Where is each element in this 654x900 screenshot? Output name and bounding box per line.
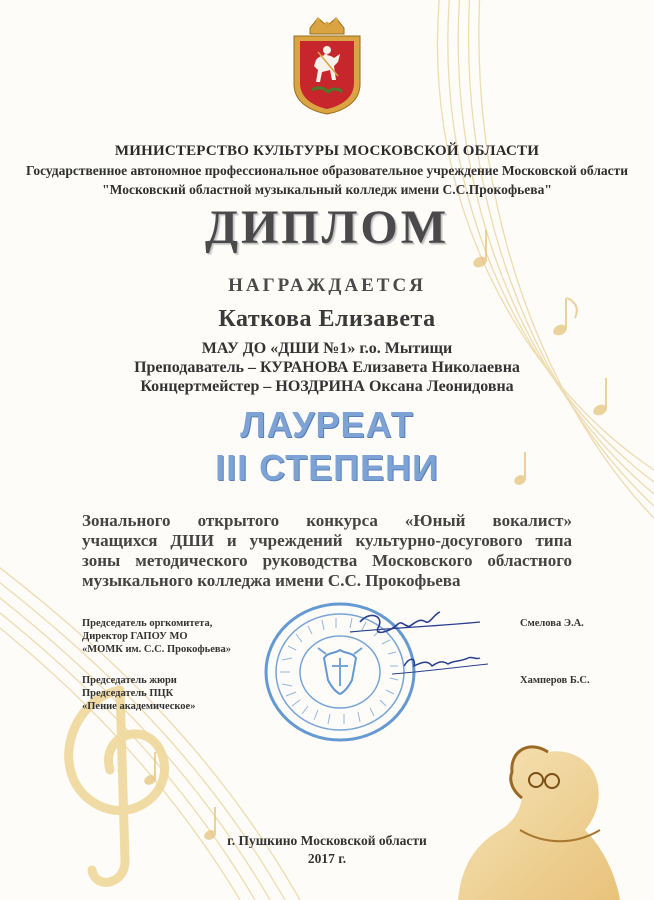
org-committee-signature-block bbox=[82, 617, 282, 656]
jury-signer-name: Хамперов Б.С. bbox=[520, 675, 590, 686]
recipient-name: Каткова Елизавета bbox=[218, 306, 436, 332]
handwritten-signatures bbox=[330, 608, 500, 688]
accompanist-line: Концертмейстер – НОЗДРИНА Оксана Леонидовна bbox=[140, 378, 514, 395]
signature-title-line: Председатель жюри bbox=[82, 675, 177, 686]
signature-title-line: Директор ГАПОУ МО bbox=[82, 631, 188, 642]
awarded-label: НАГРАЖДАЕТСЯ bbox=[228, 275, 426, 296]
school-name: МАУ ДО «ДШИ №1» г.о. Мытищи bbox=[201, 340, 453, 357]
contest-line: Зонального открытого конкурса «Юный вокалист» bbox=[82, 511, 572, 530]
award-degree: III СТЕПЕНИ bbox=[215, 447, 439, 488]
signature-title-line: Председатель ПЦК bbox=[82, 688, 174, 699]
contest-line: зоны методического руководства Московского областного bbox=[82, 551, 572, 570]
contest-line: музыкального колледжа имени С.С. Прокофьева bbox=[82, 571, 461, 590]
ministry-name: МИНИСТЕРСТВО КУЛЬТУРЫ МОСКОВСКОЙ ОБЛАСТИ bbox=[114, 143, 540, 159]
signature-title-line: «МОМК им. С.С. Прокофьева» bbox=[82, 644, 232, 655]
org-committee-signer-name: Смелова Э.А. bbox=[520, 618, 584, 629]
institution-line-1: Государственное автономное профессиональное образовательное учреждение Московской области bbox=[25, 163, 629, 178]
signature-title-line: «Пение академическое» bbox=[82, 701, 196, 712]
contest-description bbox=[82, 511, 572, 591]
institution-line-2: "Московский областной музыкальный колледж имени С.С.Прокофьева" bbox=[102, 182, 552, 197]
award-title: ЛАУРЕАТ bbox=[240, 404, 414, 445]
diploma-title: ДИПЛОМ bbox=[204, 201, 450, 254]
issue-year: 2017 г. bbox=[307, 851, 347, 866]
contest-line: учащихся ДШИ и учреждений культурно-досугового типа bbox=[82, 531, 572, 550]
moscow-oblast-emblem-icon bbox=[288, 14, 366, 116]
teacher-line: Преподаватель – КУРАНОВА Елизавета Николаевна bbox=[134, 359, 520, 376]
signature-title-line: Председатель оргкомитета, bbox=[82, 618, 213, 629]
prokofiev-portrait-icon bbox=[458, 747, 620, 900]
jury-signature-block bbox=[82, 674, 282, 713]
issue-city: г. Пушкино Московской области bbox=[227, 833, 427, 848]
